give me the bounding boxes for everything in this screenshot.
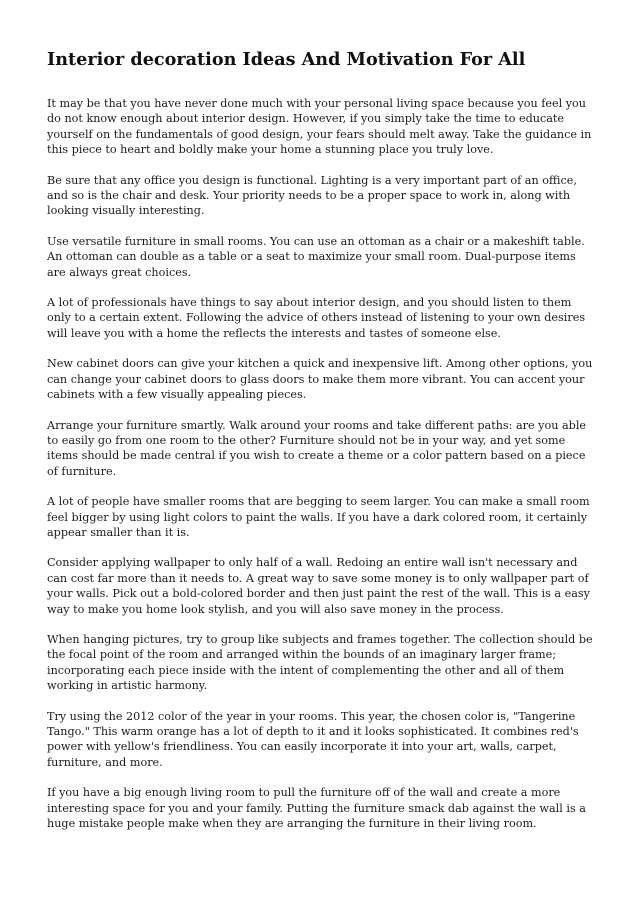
- paragraph-wallpaper: Consider applying wallpaper to only half of a wall. Redoing an entire wall isn't necessary and can cost far more than it needs to. A great way to save some money is to only wallpaper part of your walls. Pick out a bold-colored border and then just paint the rest of the wall. This is a easy way to make you home look stylish, and you will also save money in the process.: [47, 556, 590, 616]
- paragraph-arrange-furniture: Arrange your furniture smartly. Walk around your rooms and take different paths: are you able to easily go from one room to the other? Furniture should not be in your way, and yet some items should be made central if you wish to create a theme or a color pattern based on a piece of furniture.: [47, 418, 587, 478]
- paragraph-office: Be sure that any office you design is functional. Lighting is a very important part of an office, and so is the chair and desk. Your priority needs to be a proper space to work in, along with looking visually interesting.: [47, 173, 577, 218]
- paragraph-intro: It may be that you have never done much with your personal living space because you feel you do not know enough about interior design. However, if you simply take the time to educate yourself on the fundamentals of good design, your fears should melt away. Take the guidance in this piece to heart and boldly make your home a stunning place you truly love.: [47, 97, 592, 157]
- paragraph-hanging-pictures: When hanging pictures, try to group like subjects and frames together. The collection should be the focal point of the room and arranged within the bounds of an imaginary larger frame; incorporating each piece inside with the intent of complementing the other and all of them working in artistic harmony.: [47, 632, 593, 693]
- document-page: [47, 48, 595, 846]
- page-title: Interior decoration Ideas And Motivation For All: [47, 49, 526, 70]
- paragraph-color-of-year: Try using the 2012 color of the year in your rooms. This year, the chosen color is, "Tangerine Tango." This warm orange has a lot of depth to it and it looks sophisticated. It combines red's power with yellow's friendliness. You can easily incorporate it into your art, walls, carpet, furniture, and more.: [47, 709, 579, 769]
- paragraph-versatile-furniture: Use versatile furniture in small rooms. You can use an ottoman as a chair or a makeshift table. An ottoman can double as a table or a seat to maximize your small room. Dual-purpose items are always great choices.: [47, 234, 585, 279]
- paragraph-cabinet-doors: New cabinet doors can give your kitchen a quick and inexpensive lift. Among other options, you can change your cabinet doors to glass doors to make them more vibrant. You can accent your cabinets with a few visually appealing pieces.: [47, 357, 593, 402]
- paragraph-living-room: If you have a big enough living room to pull the furniture off of the wall and create a more interesting space for you and your family. Putting the furniture smack dab against the wall is a huge mistake people make when they are arranging the furniture in their living room.: [47, 786, 586, 831]
- paragraph-small-rooms: A lot of people have smaller rooms that are begging to seem larger. You can make a small room feel bigger by using light colors to paint the walls. If you have a dark colored room, it certainly appear smaller than it is.: [47, 495, 590, 539]
- paragraph-professionals: A lot of professionals have things to say about interior design, and you should listen to them only to a certain extent. Following the advice of others instead of listening to your own desires will leave you with a home the reflects the interests and tastes of someone else.: [47, 296, 586, 340]
